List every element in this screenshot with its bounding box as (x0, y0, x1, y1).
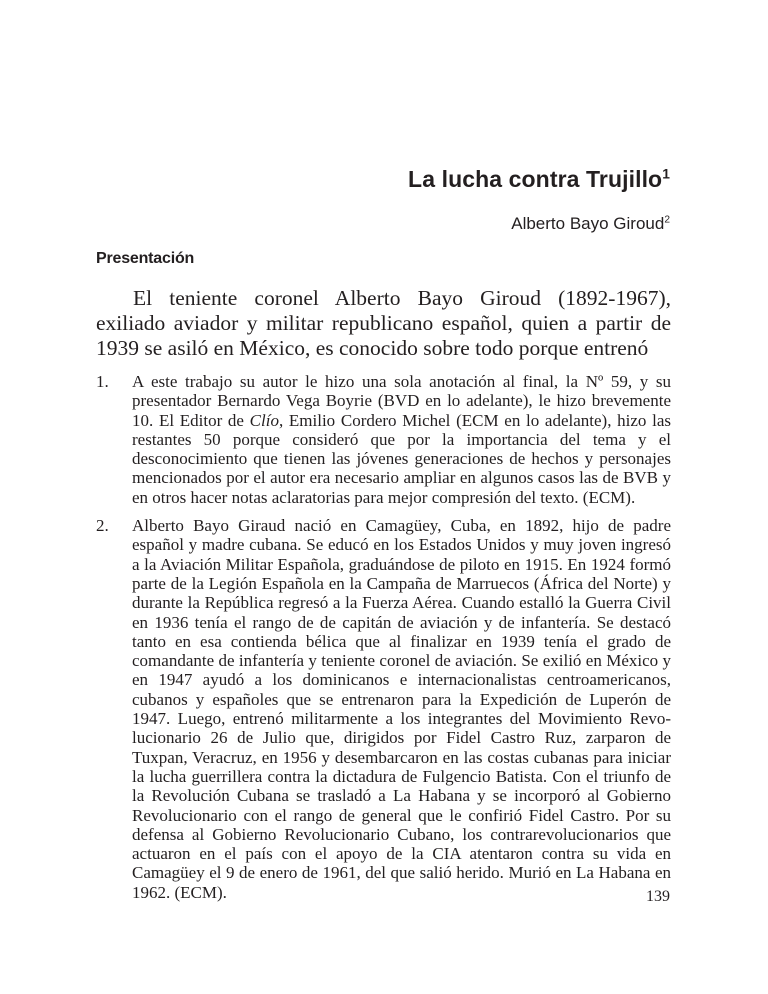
author-name: Alberto Bayo Giroud (511, 214, 665, 233)
author-footnote-ref[interactable]: 2 (664, 214, 670, 226)
footnote-1 (96, 372, 671, 507)
title-footnote-ref[interactable]: 1 (662, 166, 670, 182)
page-number: 139 (646, 888, 670, 905)
footnote-number: 1. (96, 372, 109, 391)
article-author (511, 214, 670, 234)
body-paragraph: El teniente coronel Alberto Bayo Giroud (1892-1967), exiliado aviador y militar republicano español, quien a partir de 1939 se asiló en México, es conocido sobre todo porque entrenó (96, 286, 671, 360)
footnote-2 (96, 516, 671, 902)
journal-name-italic: Clío (249, 410, 279, 430)
article-title-text: La lucha contra Trujillo (408, 166, 663, 192)
footnote-text-part: , Emilio Cordero Michel (ECM en lo adelante), hizo las restantes 50 porque consideró que por la importancia del tema y el desconocimiento que tienen las jóvenes generaciones de hechos y personajes mencionados por el autor era necesario ampliar en algunos casos las de BVB y en otros hacer notas aclaratorias para mejor compresión del texto. (ECM). (132, 410, 671, 507)
footnote-text: Alberto Bayo Giraud nació en Camagüey, Cuba, en 1892, hijo de padre español y madre cubana. Se educó en los Estados Unidos y muy joven ingresó a la Aviación Militar Española, graduándose de piloto en 1915. En 1924 formó parte de la Legión Española en la Campaña de Marruecos (África del Norte) y durante la República regresó a la Fuerza Aérea. Cuando estalló la Guerra Civil en 1936 tenía el rango de de capitán de aviación y de infantería. Se destacó tanto en esa contienda bélica que al finalizar en 1939 tenía el grado de comandante de infantería y teniente coronel de aviación. Se exilió en México y en 1947 ayudó a los dominicanos e internacionalistas centroamericanos, cubanos y españoles que se entrenaron para la Expedición de Luperón de 1947. Luego, entrenó militarmente a los integrantes del Movimiento Revolucionario 26 de Julio que, dirigidos por Fidel Castro Ruz, zarparon de Tuxpan, Veracruz, en 1956 y desembarcaron en las costas cubanas para iniciar la lucha guerrillera contra la dictadura de Fulgencio Batista. Con el triunfo de la Revolución Cubana se trasladó a La Habana y se incorporó al Gobierno Revolucionario con el rango de general que le confirió Fidel Castro. Por su defensa al Gobierno Revolucionario Cubano, los contrarevolucionarios que actuaron en el país con el apoyo de la CIA atentaron contra su vida en Camagüey el 9 de enero de 1961, del que salió herido. Murió en La Habana en 1962. (ECM). (132, 516, 671, 902)
footnote-text-part: A este trabajo su autor le hizo una sola anotación al final, la Nº 59, y su presentador Bernardo Vega Boyrie (BVD en lo adelante), le hizo brevemente 10. El Editor de (132, 372, 671, 430)
footnote-text (132, 372, 671, 507)
section-heading: Presentación (96, 250, 195, 267)
footnotes (96, 372, 671, 911)
footnote-number: 2. (96, 516, 109, 536)
article-title (408, 166, 670, 193)
